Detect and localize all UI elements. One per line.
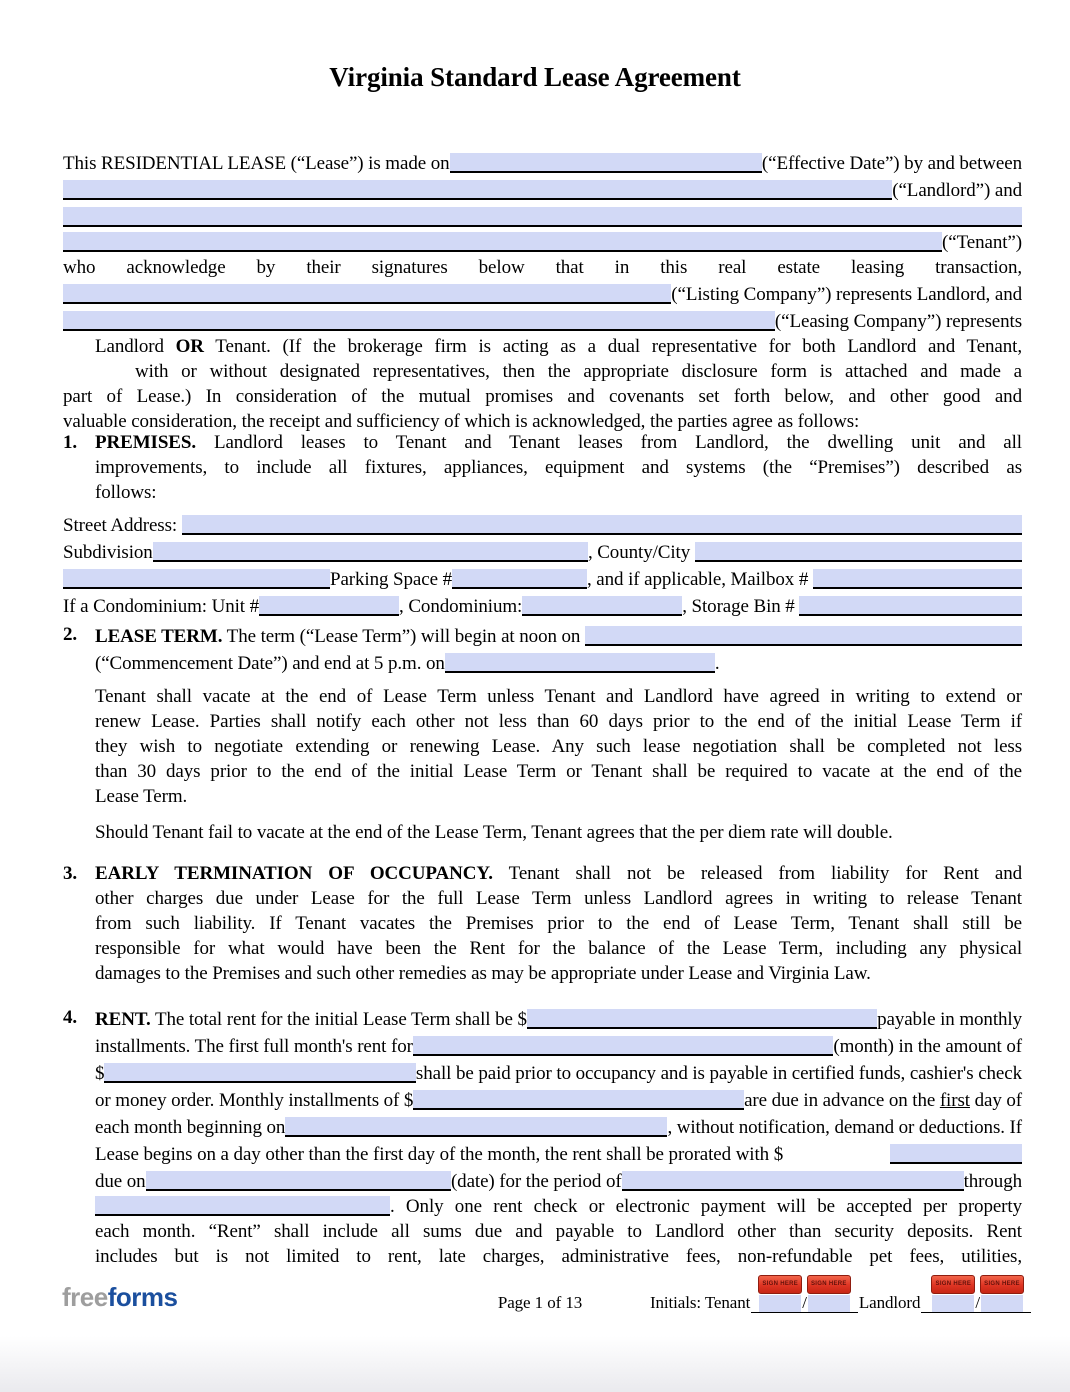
tenant-initials-group xyxy=(751,1281,858,1313)
storage-bin-label: , Storage Bin # xyxy=(682,596,800,617)
rent-line-4 xyxy=(95,1086,1022,1113)
premises-fields xyxy=(63,511,1022,619)
underline-segment xyxy=(1023,1295,1031,1312)
subdivision-field[interactable] xyxy=(153,542,588,562)
rent-line-9: each month. “Rent” shall include all sums due and payable to Landlord other than security deposits. Rent xyxy=(95,1221,1022,1242)
tenant-label: (“Tenant”) xyxy=(942,232,1022,253)
rent-line-10: includes but is not limited to rent, late charges, administrative fees, non-refundable pet fees, utilities, xyxy=(95,1246,1022,1267)
initials-label: Initials: Tenant xyxy=(649,1293,751,1312)
commencement-date-field[interactable] xyxy=(585,626,1022,646)
intro-line-1-text: This RESIDENTIAL LEASE (“Lease”) is made on xyxy=(63,153,450,174)
intro-line-2 xyxy=(63,176,1022,203)
sign-here-tab[interactable]: SIGN HERE xyxy=(807,1275,851,1294)
lease-term-p1-line-4: than 30 days prior to the end of the initial Lease Term or Tenant shall be required to vacate at the end of the xyxy=(95,761,1022,782)
effective-date-field[interactable] xyxy=(450,153,762,173)
section-2-number: 2. xyxy=(63,624,78,645)
freeforms-logo xyxy=(62,1283,177,1311)
begin-date-field[interactable] xyxy=(285,1117,667,1137)
mailbox-label: , and if applicable, Mailbox # xyxy=(586,569,813,590)
underline-segment xyxy=(921,1295,932,1312)
premises-heading: PREMISES. xyxy=(95,432,196,453)
intro-line-3 xyxy=(63,203,1022,228)
lease-term-paragraph-2 xyxy=(63,820,1022,845)
mailbox-field[interactable] xyxy=(813,569,1022,589)
lease-term-p1-line-3: they wish to negotiate extending or renewing Lease. Any such lease negotiation shall be completed not less xyxy=(95,736,1022,757)
premises-line-2: improvements, to include all fixtures, appliances, equipment and systems (the “Premises”) described as xyxy=(95,457,1022,478)
lease-term-heading: LEASE TERM. xyxy=(95,626,223,647)
premises-line-3: follows: xyxy=(95,482,157,503)
intro-line-8 xyxy=(63,334,1022,359)
parking-row xyxy=(63,565,1022,592)
initials-slash-1: / xyxy=(802,1293,807,1312)
period-start-field[interactable] xyxy=(622,1171,964,1191)
early-termination-line-4: responsible for what would have been the Rent for the balance of the Lease Term, including any physical xyxy=(95,938,1022,959)
county-city-label: , County/City xyxy=(587,542,695,563)
section-rent xyxy=(63,1005,1022,1269)
rent-line-3-text: shall be paid prior to occupancy and is payable in certified funds, cashier's check xyxy=(415,1063,1022,1084)
landlord-initials-2-wrap xyxy=(981,1281,1023,1312)
prorated-due-date-field[interactable] xyxy=(146,1171,451,1191)
rent-line-1-text-2: payable in monthly xyxy=(877,1009,1022,1030)
rent-line-5 xyxy=(95,1113,1022,1140)
street-address-label: Street Address: xyxy=(63,515,182,536)
rent-line-7-text: due on xyxy=(95,1171,146,1192)
condo-unit-field[interactable] xyxy=(259,596,399,616)
lease-term-line-1-text: The term (“Lease Term”) will begin at noon on xyxy=(222,626,585,647)
rent-line-4-text-3: day of xyxy=(969,1090,1022,1111)
intro-line-11: valuable consideration, the receipt and sufficiency of which is acknowledged, the parties agree as follows: xyxy=(63,411,860,432)
lease-term-p1-line-1: Tenant shall vacate at the end of Lease Term unless Tenant and Landlord have agreed in writing to extend or xyxy=(95,686,1022,707)
section-1-number: 1. xyxy=(63,432,78,453)
period-end-field[interactable] xyxy=(95,1196,390,1216)
section-premises xyxy=(63,430,1022,505)
first-underlined: first xyxy=(939,1090,970,1111)
lease-term-line-2-text: (“Commencement Date”) and end at 5 p.m. on xyxy=(95,653,445,674)
premises-body-1: Landlord leases to Tenant and Tenant leases from Landlord, the dwelling unit and all xyxy=(213,432,1022,453)
landlord-label: (“Landlord”) and xyxy=(892,180,1022,201)
rent-line-2 xyxy=(95,1032,1022,1059)
subdivision-label: Subdivision xyxy=(63,542,153,563)
county-city-field[interactable] xyxy=(695,542,1022,562)
tenant-initials-1-wrap xyxy=(759,1281,801,1312)
rent-line-7-text-2: (date) for the period of xyxy=(450,1171,622,1192)
section-4-number: 4. xyxy=(63,1007,78,1028)
landlord-initials-1-wrap xyxy=(932,1281,974,1312)
early-termination-body-1: Tenant shall not be released from liability for Rent and xyxy=(508,863,1022,884)
condominium-label: , Condominium: xyxy=(399,596,523,617)
sign-here-tab[interactable]: SIGN HERE xyxy=(931,1275,975,1294)
early-termination-line-1 xyxy=(95,861,1022,886)
intro-line-1 xyxy=(63,149,1022,176)
total-rent-field[interactable] xyxy=(527,1009,877,1029)
section-early-termination xyxy=(63,861,1022,986)
rent-line-2-text: installments. The first full month's rent for xyxy=(95,1036,413,1057)
lease-term-line-2 xyxy=(95,649,1022,676)
logo-forms: forms xyxy=(107,1282,178,1312)
subdivision-row xyxy=(63,538,1022,565)
rent-line-5-text: each month beginning on xyxy=(95,1117,286,1138)
tenant-names-field-1[interactable] xyxy=(63,207,1022,227)
intro-line-8-text: Landlord xyxy=(95,336,176,357)
intro-line-9: with or without designated representatives, then the appropriate disclosure form is attached and made a xyxy=(135,361,1022,382)
intro-line-10: part of Lease.) In consideration of the mutual promises and covenants set forth below, and other good and xyxy=(63,386,1022,407)
sign-here-tab[interactable]: SIGN HERE xyxy=(758,1275,802,1294)
lease-term-p1-line-2: renew Lease. Parties shall notify each other not less than 60 days prior to the end of the initial Lease Term if xyxy=(95,711,1022,732)
rent-line-3 xyxy=(95,1059,1022,1086)
early-termination-heading: EARLY TERMINATION OF OCCUPANCY. xyxy=(95,863,493,884)
rent-line-1 xyxy=(95,1005,1022,1032)
early-termination-line-2: other charges due under Lease for the full Lease Term unless Landlord agrees in writing to release Tenant xyxy=(95,888,1022,909)
page-number: Page 1 of 13 xyxy=(497,1293,583,1312)
rent-line-5-text-2: , without notification, demand or deductions. If xyxy=(667,1117,1022,1138)
lease-term-line-2-period: . xyxy=(714,653,720,674)
initials-slash-2: / xyxy=(975,1293,980,1312)
parking-space-field[interactable] xyxy=(452,569,587,589)
tenant-initials-field-2[interactable] xyxy=(808,1295,850,1312)
listing-company-label: (“Listing Company”) represents Landlord, and xyxy=(671,284,1022,305)
intro-paragraph xyxy=(63,149,1022,434)
rent-line-7-text-3: through xyxy=(963,1171,1022,1192)
premises-line-1 xyxy=(95,430,1022,455)
rent-line-7 xyxy=(95,1167,1022,1194)
intro-line-4 xyxy=(63,228,1022,255)
storage-bin-field[interactable] xyxy=(799,596,1022,616)
county-city-cont-field[interactable] xyxy=(63,569,330,589)
landlord-initials-group xyxy=(921,1281,1031,1313)
condominium-row xyxy=(63,592,1022,619)
logo-free: free xyxy=(62,1282,108,1312)
rent-line-2-text-2: (month) in the amount of xyxy=(833,1036,1022,1057)
tenant-initials-field-1[interactable] xyxy=(759,1295,801,1312)
intro-line-5: who acknowledge by their signatures below that in this real estate leasing transaction, xyxy=(63,257,1022,278)
condominium-field[interactable] xyxy=(522,596,682,616)
early-termination-line-3: from such liability. If Tenant vacates the Premises prior to the end of Lease Term, Tenant shall still be xyxy=(95,913,1022,934)
document-title: Virginia Standard Lease Agreement xyxy=(329,62,741,92)
street-address-field[interactable] xyxy=(182,515,1022,535)
rent-line-8 xyxy=(95,1194,1022,1219)
prorated-amount-field[interactable] xyxy=(890,1144,1022,1164)
landlord-name-field[interactable] xyxy=(63,180,892,200)
monthly-installment-field[interactable] xyxy=(413,1090,744,1110)
leasing-company-field[interactable] xyxy=(63,311,775,331)
rent-line-4-text: or money order. Monthly installments of $ xyxy=(95,1090,414,1111)
initials-landlord-label: Landlord xyxy=(858,1293,921,1312)
intro-line-1-text-2: (“Effective Date”) by and between xyxy=(761,153,1022,174)
rent-line-3-dollar: $ xyxy=(95,1063,105,1084)
intro-line-8-text-2: Tenant. (If the brokerage firm is acting as a dual representative for both Landlord and Tenant, xyxy=(203,336,1022,357)
rent-line-6 xyxy=(95,1140,1022,1167)
initials-row xyxy=(649,1281,1032,1313)
or-emphasis: OR xyxy=(175,336,204,357)
lease-term-paragraph-1 xyxy=(63,684,1022,809)
parking-space-label: Parking Space # xyxy=(330,569,452,590)
landlord-initials-field-1[interactable] xyxy=(932,1295,974,1312)
landlord-initials-field-2[interactable] xyxy=(981,1295,1023,1312)
end-date-field[interactable] xyxy=(445,653,715,673)
rent-heading: RENT. xyxy=(95,1009,151,1030)
lease-term-line-1 xyxy=(95,622,1022,649)
rent-line-1-text: The total rent for the initial Lease Term shall be $ xyxy=(150,1009,527,1030)
intro-line-6 xyxy=(63,280,1022,307)
section-3-number: 3. xyxy=(63,863,78,884)
tenant-initials-2-wrap xyxy=(808,1281,850,1312)
intro-line-7 xyxy=(63,307,1022,334)
early-termination-line-5: damages to the Premises and such other remedies as may be appropriate under Lease and Virginia Law. xyxy=(95,963,871,984)
rent-line-6-text: Lease begins on a day other than the first day of the month, the rent shall be prorated with $ xyxy=(95,1144,788,1165)
rent-line-8-text: . Only one rent check or electronic payment will be accepted per property xyxy=(390,1196,1022,1217)
tenant-names-field-2[interactable] xyxy=(63,232,942,252)
lease-term-p1-line-5: Lease Term. xyxy=(95,786,188,807)
section-lease-term xyxy=(63,622,1022,676)
sign-here-tab[interactable]: SIGN HERE xyxy=(980,1275,1024,1294)
condo-unit-label: If a Condominium: Unit # xyxy=(63,596,260,617)
underline-segment xyxy=(850,1295,858,1312)
listing-company-field[interactable] xyxy=(63,284,671,304)
first-month-field[interactable] xyxy=(413,1036,834,1056)
leasing-company-label: (“Leasing Company”) represents xyxy=(774,311,1022,332)
lease-term-p2-line: Should Tenant fail to vacate at the end of the Lease Term, Tenant agrees that the per diem rate will double. xyxy=(95,822,893,843)
street-address-row xyxy=(63,511,1022,538)
first-month-amount-field[interactable] xyxy=(104,1063,416,1083)
underline-segment xyxy=(751,1295,759,1312)
rent-line-4-text-2: are due in advance on the xyxy=(744,1090,940,1111)
